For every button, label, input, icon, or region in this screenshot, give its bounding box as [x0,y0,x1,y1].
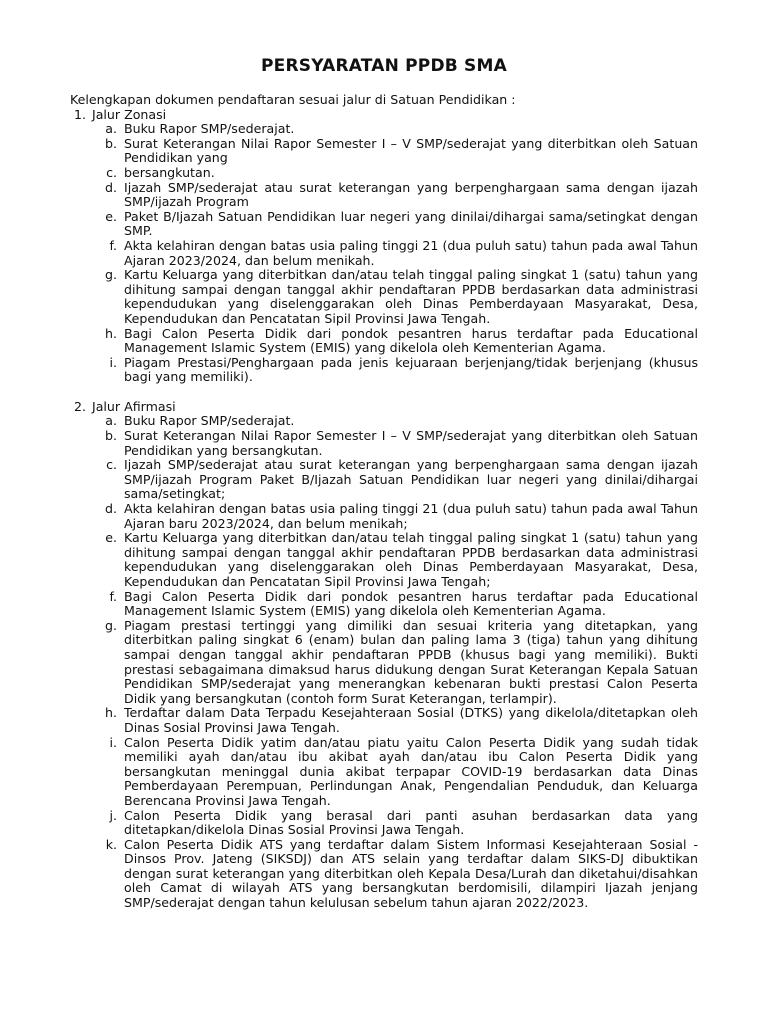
list-item [70,181,698,210]
list-item [70,414,698,429]
sections-container [70,108,698,911]
item-letter: k. [105,836,117,852]
list-item [70,736,698,809]
item-letter: f. [109,588,117,604]
item-letter: i. [109,734,117,750]
list-item [70,838,698,911]
requirement-list [70,122,698,385]
item-letter: e. [105,530,117,546]
item-text: Calon Peserta Didik yang berasal dari panti asuhan berdasarkan data yang ditetapkan/dikelola Dinas Sosial Provinsi Jawa Tengah. [124,807,698,838]
section-heading [70,400,698,415]
item-text: Akta kelahiran dengan batas usia paling tinggi 21 (dua puluh satu) tahun pada awal Tahun Ajaran 2023/2024, dan belum menikah. [124,237,698,268]
section-heading-text: Jalur Zonasi [92,106,167,122]
item-text: Calon Peserta Didik ATS yang terdaftar dalam Sistem Informasi Kesejahteraan Sosial - Dinsos Prov. Jateng (SIKSDJ) dan ATS selain yang terdaftar dalam SIKS-DJ dibuktikan dengan surat keterangan yang diterbitkan oleh Kepala Desa/Lurah dan diketahui/disahkan oleh Camat di wilayah ATS yang bersangkutan berdomisili, dilampiri Ijazah jenjang SMP/sederajat dengan tahun kelulusan sebelum tahun ajaran 2022/2023. [124,836,698,911]
list-item [70,531,698,589]
list-item [70,137,698,166]
item-letter: b. [105,135,117,151]
item-letter: b. [105,428,117,444]
item-text: Buku Rapor SMP/sederajat. [124,413,295,429]
item-text: bersangkutan. [124,164,215,180]
item-text: Bagi Calon Peserta Didik dari pondok pesantren harus terdaftar pada Educational Management Islamic System (EMIS) yang dikelola oleh Kementerian Agama. [124,588,698,619]
item-text: Surat Keterangan Nilai Rapor Semester I – V SMP/sederajat yang diterbitkan oleh Satuan Pendidikan yang bersangkutan. [124,428,698,458]
item-text: Calon Peserta Didik yatim dan/atau piatu yaitu Calon Peserta Didik yang sudah tidak memiliki ayah dan/atau ibu akibat ayah dan/atau ibu Calon Peserta Didik yang bersangkutan meninggal dunia akibat terpapar COVID-19 berdasarkan data Dinas Pemberdayaan Perempuan, Perlindungan Anak, Pengendalian Penduduk, dan Keluarga Berencana Provinsi Jawa Tengah. [124,734,698,808]
item-text: Paket B/Ijazah Satuan Pendidikan luar negeri yang dinilai/dihargai sama/setingkat dengan SMP. [124,208,698,239]
list-item [70,356,698,385]
item-letter: a. [105,121,117,137]
list-item [70,239,698,268]
item-text: Ijazah SMP/sederajat atau surat keterangan yang berpenghargaan sama dengan ijazah SMP/ijazah Program [124,179,698,210]
item-letter: d. [105,501,117,517]
list-item [70,166,698,181]
item-text: Kartu Keluarga yang diterbitkan dan/atau telah tinggal paling singkat 1 (satu) tahun yang dihitung sampai dengan tanggal akhir pendaftaran PPDB berdasarkan data administrasi kependudukan yang diselenggarakan oleh Dinas Pemberdayaan Masyarakat, Desa, Kependudukan dan Pencatatan Sipil Provinsi Jawa Tengah. [124,267,698,326]
list-item [70,210,698,239]
item-letter: c. [106,164,117,180]
item-text: Akta kelahiran dengan batas usia paling tinggi 21 (dua puluh satu) tahun pada awal Tahun Ajaran baru 2023/2024, dan belum menikah; [124,501,698,531]
item-letter: e. [105,208,117,224]
item-letter: f. [109,237,117,253]
list-item [70,619,698,707]
requirement-list [70,414,698,910]
item-letter: a. [105,413,117,429]
list-item [70,706,698,735]
list-item [70,268,698,326]
item-text: Bagi Calon Peserta Didik dari pondok pesantren harus terdaftar pada Educational Management Islamic System (EMIS) yang dikelola oleh Kementerian Agama. [124,325,698,356]
section-number: 1. [73,106,86,122]
item-letter: d. [105,179,117,195]
section-heading [70,108,698,123]
list-item [70,429,698,458]
item-letter: g. [105,267,117,283]
item-letter: h. [105,705,117,721]
item-text: Piagam prestasi tertinggi yang dimiliki dan sesuai kriteria yang ditetapkan, yang diterbitkan paling singkat 6 (enam) bulan dan paling lama 3 (tiga) tahun yang dihitung sampai dengan tanggal akhir pendaftaran PPDB (khusus bagi yang memiliki). Bukti prestasi sebagaimana dimaksud harus didukung dengan Surat Keterangan Kepala Satuan Pendidikan SMP/sederajat yang menerangkan kebenaran bukti prestasi Calon Peserta Didik yang bersangkutan (contoh form Surat Keterangan, terlampir). [124,617,698,706]
item-letter: g. [105,617,117,633]
section-number: 2. [73,398,86,414]
list-item [70,458,698,502]
item-text: Piagam Prestasi/Penghargaan pada jenis kejuaraan berjenjang/tidak berjenjang (khusus bagi yang memiliki). [124,354,698,385]
item-text: Terdaftar dalam Data Terpadu Kesejahteraan Sosial (DTKS) yang dikelola/ditetapkan oleh Dinas Sosial Provinsi Jawa Tengah. [124,705,698,735]
section-2 [70,400,698,911]
item-letter: c. [106,457,117,473]
list-item [70,809,698,838]
intro-text: Kelengkapan dokumen pendaftaran sesuai jalur di Satuan Pendidikan : [70,92,516,107]
item-text: Ijazah SMP/sederajat atau surat keterangan yang berpenghargaan sama dengan ijazah SMP/ijazah Program Paket B/Ijazah Satuan Pendidikan luar negeri yang dinilai/dihargai sama/setingkat; [124,457,698,502]
list-item [70,590,698,619]
section-heading-text: Jalur Afirmasi [92,398,176,414]
item-letter: i. [109,354,117,370]
item-text: Kartu Keluarga yang diterbitkan dan/atau telah tinggal paling singkat 1 (satu) tahun yang dihitung sampai dengan tanggal akhir pendaftaran PPDB berdasarkan data administrasi kependudukan yang diselenggarakan oleh Dinas Pemberdayaan Masyarakat, Desa, Kependudukan dan Pencatatan Sipil Provinsi Jawa Tengah; [124,530,698,589]
item-text: Buku Rapor SMP/sederajat. [124,121,295,137]
item-letter: h. [105,325,117,341]
list-item [70,502,698,531]
item-letter: j. [109,807,117,823]
document-title: PERSYARATAN PPDB SMA [261,56,507,76]
list-item [70,122,698,137]
item-text: Surat Keterangan Nilai Rapor Semester I – V SMP/sederajat yang diterbitkan oleh Satuan Pendidikan yang [124,135,698,166]
section-1 [70,108,698,385]
list-item [70,327,698,356]
